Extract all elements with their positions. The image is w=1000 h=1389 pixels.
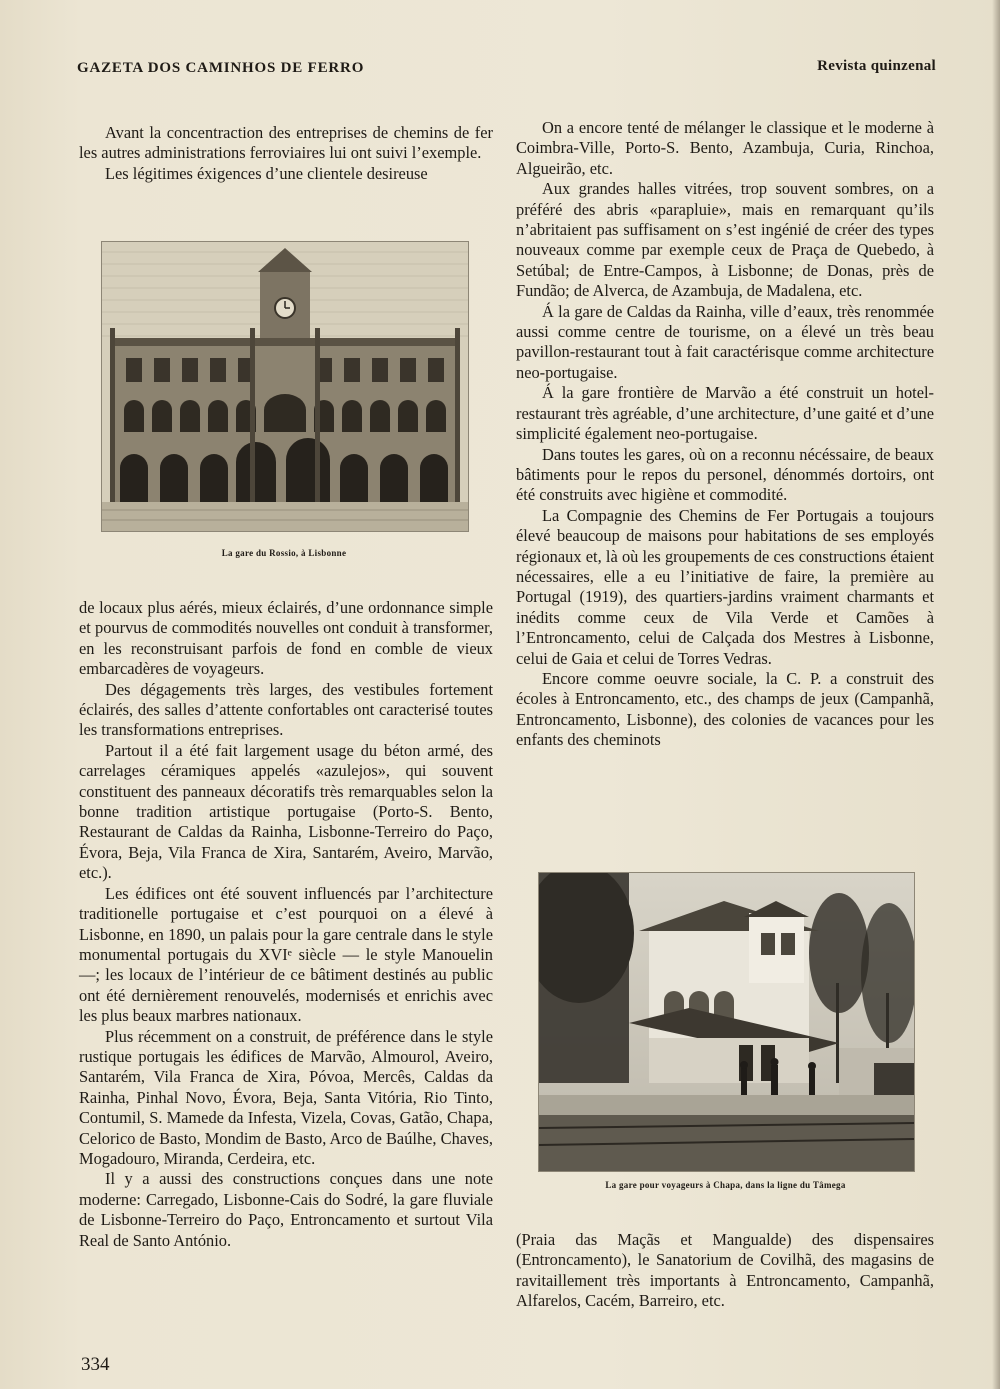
page-number: 334 [81,1354,110,1375]
paragraph: Encore comme oeuvre sociale, la C. P. a construit des écoles à Entroncamento, etc., des champs de jeux (Campanhã, Entroncamento, Lisbonne), des colonies de vacances pour les enfants des cheminots [516,668,934,750]
rossio-figure-caption: La gare du Rossio, à Lisbonne [221,548,347,558]
left-column-bottom-text [79,598,493,1251]
paragraph: On a encore tenté de mélanger le classique et le moderne à Coimbra-Ville, Porto-S. Bento, Azambuja, Curia, Rinchoa, Algueirão, etc. [516,118,934,178]
left-column-top-text [79,123,493,184]
paragraph: Á la gare de Caldas da Rainha, ville d’eaux, très renommée aussi comme centre de tourisme, on a élevé un très beau pavillon-restaurant tout à fait caractérisque comme architecture neo-portugaise. [516,301,934,382]
paragraph: La Compagnie des Chemins de Fer Portugais a toujours élevé beaucoup de maisons pour habitations de ses employés régionaux et, là où les groupements de ces constructions étaient nécessaires, elle a eu l’initiative de faire, la première au Portugal (1919), des quartiers-jardins vraiment charmants et inédits comme ceux de Vila Verde et Camões à l’Entroncamento, celui de Calçada dos Mestres à Lisbonne, celui de Gaia et celui de Torres Vedras. [516,505,934,668]
paragraph: Avant la concentraction des entreprises de chemins de fer les autres administrations ferroviaires lui ont suivi l’exemple. [79,123,493,163]
paragraph: Il y a aussi des constructions conçues dans une note moderne: Carregado, Lisbonne-Cais do Sodré, la gare fluviale de Lisbonne-Terreiro do Paço, Entroncamento et surtout Vila Real de Santo António. [79,1169,493,1250]
station-building-illustration [539,873,914,1171]
journal-subtitle: Revista quinzenal [817,58,936,74]
station-facade-illustration [102,242,468,531]
paragraph: (Praia das Maçãs et Mangualde) des dispensaires (Entroncamento), le Sanatorium de Covilhã, des magasins de ravitaillement très importants à Entroncamento, Campanhã, Alfarelos, Cacém, Barreiro, etc. [516,1230,934,1311]
paragraph: Les édifices ont été souvent influencés par l’architecture traditionelle portugaise et c’est pourquoi on a élevé à Lisbonne, en 1890, un palais pour la gare centrale dans le style monumental portugais du XVIᵉ siècle — le style Manouelin —; les locaux de l’intérieur de ce bâtiment destinés au public ont été dernièrement renouvelés, modernisés et enrichis avec les plus beaux marbres nationaux. [79,883,493,1026]
journal-title: GAZETA DOS CAMINHOS DE FERRO [77,60,365,76]
paragraph: Dans toutes les gares, où on a reconnu nécéssaire, de beaux bâtiments pour le repos du personel, dénommés dortoirs, ont été construits avec higiène et commodité. [516,444,934,505]
paragraph: Á la gare frontière de Marvão a été construit un hotel-restaurant très agréable, d’une architecture, d’une gaité et d’une simplicité également neo-portugaise. [516,383,934,444]
paragraph: Des dégagements très larges, des vestibules fortement éclairés, des salles d’attente confortables ont caracterisé toutes les transformations entreprises. [79,679,493,740]
right-column-bottom-text [516,1230,934,1312]
right-column-top-text [516,118,934,751]
page-edge-shadow [992,0,1000,1389]
paragraph: Plus récemment on a construit, de préférence dans le style rustique portugais les édifices de Marvão, Almourol, Aveiro, Santarém, Vila Franca de Xira, Póvoa, Mercês, Caldas da Rainha, Pinhal Novo, Évora, Beja, Santa Vitória, Rio Tinto, Contumil, S. Mamede da Infesta, Vizela, Covas, Gatão, Chapa, Celorico de Basto, Mondim de Basto, Arco de Baúlhe, Chaves, Mogadouro, Miranda, Cerdeira, etc. [79,1026,493,1168]
paragraph: Les légitimes éxigences d’une clientele desireuse [105,163,428,183]
rossio-station-engraving [101,241,469,532]
paragraph: de locaux plus aérés, mieux éclairés, d’une ordonnance simple et pourvus de commodités nouvelles ont conduit à transformer, en les reconstruisant parfois de fond en comble de vieux embarcadères de voyageurs. [79,598,493,679]
paragraph: Partout il a été fait largement usage du béton armé, des carrelages céramiques appelés «azulejos», qui souvent constituent des panneaux décoratifs très remarquables selon la bonne tradition artistique portugaise (Porto-S. Bento, Restaurant de Caldas da Rainha, Lisbonne-Terreiro do Paço, Évora, Beja, Vila Franca de Xira, Santarém, Aveiro, Marvão, etc.). [79,740,493,883]
chapa-figure-caption: La gare pour voyageurs à Chapa, dans la ligne du Tâmega [605,1180,846,1190]
chapa-station-photo [538,872,915,1172]
paragraph: Aux grandes halles vitrées, trop souvent sombres, on a préféré des abris «parapluie», mais en remarquant qu’ils n’abritaient pas suffisament on s’est ingénié de créer des types nouveaux comme par exemple ceux de Praça de Quebedo, à Setúbal; de Entre-Campos, à Lisbonne; de Donas, près de Fundão; de Alverca, de Azambuja, de Madalena, etc. [516,179,934,301]
